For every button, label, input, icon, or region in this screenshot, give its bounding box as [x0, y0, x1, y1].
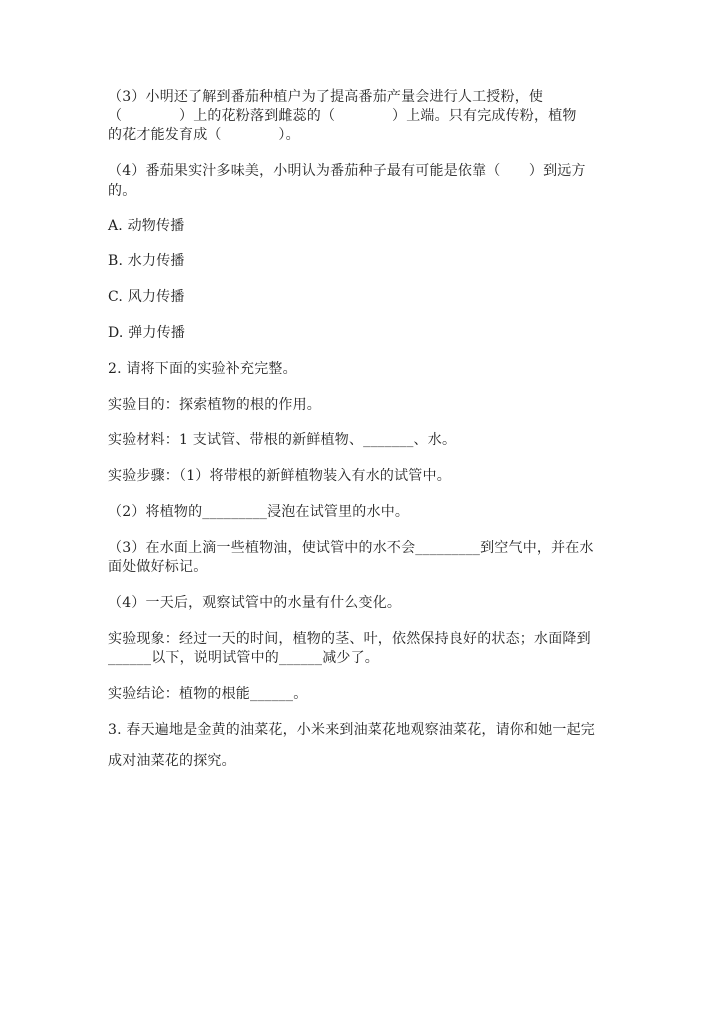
- option-d: D. 弹力传播: [108, 325, 186, 341]
- experiment-phenomenon-line-2: ______以下，说明试管中的______减少了。: [108, 650, 379, 666]
- experiment-conclusion: 实验结论：植物的根能______。: [108, 686, 308, 702]
- experiment-step-4: （4）一天后，观察试管中的水量有什么变化。: [108, 595, 402, 611]
- option-a: A. 动物传播: [108, 218, 185, 234]
- q4-line-2: 的。: [108, 183, 137, 199]
- experiment-step-3-line-2: 面处做好标记。: [108, 559, 208, 575]
- experiment-step-1: 实验步骤：（1）将带根的新鲜植物装入有水的试管中。: [108, 468, 451, 484]
- experiment-purpose: 实验目的：探索植物的根的作用。: [108, 397, 321, 413]
- experiment-phenomenon-line-1: 实验现象：经过一天的时间，植物的茎、叶，依然保持良好的状态；水面降到: [108, 631, 591, 647]
- option-b: B. 水力传播: [108, 253, 185, 269]
- question-3-line-2: 成对油菜花的探究。: [108, 753, 236, 769]
- experiment-materials: 实验材料：1 支试管、带根的新鲜植物、_______、水。: [108, 432, 457, 448]
- q3-line-3: 的花才能发育成（ ）。: [108, 127, 300, 143]
- experiment-step-3-line-1: （3）在水面上滴一些植物油，使试管中的水不会_________到空气中，并在水: [108, 540, 594, 556]
- q4-line-1: （4）番茄果实汁多味美，小明认为番茄种子最有可能是依靠（ ）到远方: [108, 163, 586, 179]
- question-2-title: 2. 请将下面的实验补充完整。: [108, 361, 297, 377]
- q3-line-2: （ ）上的花粉落到雌蕊的（ ）上端。只有完成传粉，植物: [108, 108, 577, 124]
- experiment-step-2: （2）将植物的_________浸泡在试管里的水中。: [108, 504, 410, 520]
- option-c: C. 风力传播: [108, 289, 185, 305]
- q3-line-1: （3）小明还了解到番茄种植户为了提高番茄产量会进行人工授粉，使: [108, 89, 544, 105]
- question-3-line-1: 3. 春天遍地是金黄的油菜花，小米来到油菜花地观察油菜花，请你和她一起完: [108, 722, 596, 738]
